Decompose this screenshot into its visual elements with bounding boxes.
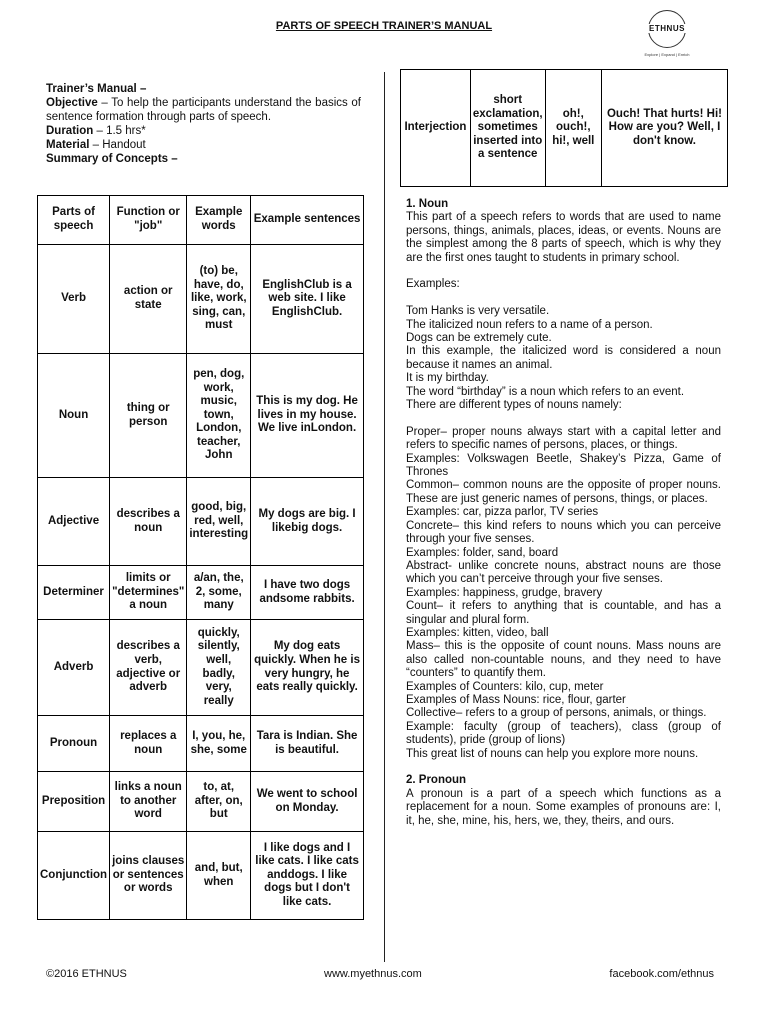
noun-type-line: Examples: car, pizza parlor, TV series	[406, 506, 599, 519]
row-part: Noun	[38, 354, 110, 478]
header-part: Parts of speech	[38, 196, 110, 245]
logo-word: ETHNUS	[646, 24, 688, 33]
row-part: Conjunction	[38, 832, 110, 920]
row-function: action or state	[110, 245, 187, 354]
row-words: good, big, red, well, interesting	[187, 478, 251, 566]
header-words: Example words	[187, 196, 251, 245]
table-row	[401, 70, 728, 187]
row-words: pen, dog, work, music, town, London, teacher, John	[187, 354, 251, 478]
row-function: replaces a noun	[110, 716, 187, 772]
row-function: describes a noun	[110, 478, 187, 566]
footer-facebook: facebook.com/ethnus	[609, 968, 714, 980]
noun-type-line: Collective– refers to a group of persons, animals, or things.	[406, 707, 707, 720]
footer-copyright: ©2016 ETHNUS	[46, 968, 127, 980]
row-words: and, but, when	[187, 832, 251, 920]
row-sentences: This is my dog. He lives in my house. We live inLondon.	[251, 354, 364, 478]
table-row	[38, 245, 364, 354]
ethnus-logo	[638, 10, 696, 62]
header-function: Function or "job"	[110, 196, 187, 245]
noun-type-line: Mass– this is the opposite of count nouns. Mass nouns are also called non-countable nouns, and they need to have “counters” to quantify them.	[406, 640, 721, 680]
logo-circle-icon	[648, 10, 686, 48]
duration-label: Duration	[46, 125, 94, 137]
table-row	[38, 832, 364, 920]
row-sentences: I like dogs and I like cats. I like cats anddogs. I like dogs but I don't like cats.	[251, 832, 364, 920]
header-sentences: Example sentences	[251, 196, 364, 245]
row-function: describes a verb, adjective or adverb	[110, 620, 187, 716]
page-title: PARTS OF SPEECH TRAINER’S MANUAL	[275, 20, 493, 32]
material-text: – Handout	[89, 139, 146, 151]
material-line	[46, 138, 361, 152]
row-function: limits or "determines" a noun	[110, 566, 187, 620]
parts-of-speech-table	[37, 195, 364, 920]
noun-type-line: Common– common nouns are the opposite of proper nouns. These are just generic names of persons, things, or places.	[406, 479, 721, 505]
noun-type-line: Concrete– this kind refers to nouns which you can perceive through your five senses.	[406, 519, 721, 546]
row-sentences: My dogs are big. I likebig dogs.	[251, 478, 364, 566]
row-words: (to) be, have, do, like, work, sing, can, must	[187, 245, 251, 354]
row-words: oh!, ouch!, hi!, well	[545, 70, 601, 187]
row-sentences: EnglishClub is a web site. I like EnglishClub.	[251, 245, 364, 354]
row-sentences: Tara is Indian. She is beautiful.	[251, 716, 364, 772]
row-part: Determiner	[38, 566, 110, 620]
duration-text: – 1.5 hrs*	[93, 125, 146, 137]
noun-type-line: Examples: folder, sand, board	[406, 546, 559, 559]
row-function: short exclamation, sometimes inserted into a sentence	[470, 70, 545, 187]
example-line: In this example, the italicized word is considered a noun because it names an animal.	[406, 345, 721, 371]
noun-type-line: Examples: Volkswagen Beetle, Shakey’s Pizza, Game of Thrones	[406, 452, 721, 479]
row-sentences: Ouch! That hurts! Hi! How are you? Well, I don't know.	[601, 70, 727, 187]
table-row	[38, 566, 364, 620]
examples-label: Examples:	[406, 278, 460, 291]
row-words: to, at, after, on, but	[187, 772, 251, 832]
row-part: Adverb	[38, 620, 110, 716]
row-part: Verb	[38, 245, 110, 354]
intro-block	[46, 82, 361, 166]
table-row	[38, 716, 364, 772]
row-words: a/an, the, 2, some, many	[187, 566, 251, 620]
summary-heading: Summary of Concepts –	[46, 153, 178, 165]
objective-line	[46, 96, 361, 124]
row-function: links a noun to another word	[110, 772, 187, 832]
row-words: I, you, he, she, some	[187, 716, 251, 772]
noun-type-line: This great list of nouns can help you explore more nouns.	[406, 747, 699, 760]
noun-type-line: Count– it refers to anything that is countable, and has a singular and plural form.	[406, 600, 721, 626]
table-row	[38, 772, 364, 832]
example-line: It is my birthday.	[406, 372, 489, 385]
row-function: thing or person	[110, 354, 187, 478]
row-words: quickly, silently, well, badly, very, really	[187, 620, 251, 716]
table-header-row	[38, 196, 364, 245]
noun-type-line: Examples: kitten, video, ball	[406, 626, 549, 639]
noun-type-line: Abstract- unlike concrete nouns, abstract nouns are those which you can’t perceive through your five senses.	[406, 559, 721, 586]
row-function: joins clauses or sentences or words	[110, 832, 187, 920]
example-line: The word “birthday” is a noun which refers to an event.	[406, 385, 685, 398]
row-part: Adjective	[38, 478, 110, 566]
material-label: Material	[46, 139, 90, 151]
noun-type-line: Proper– proper nouns always start with a capital letter and refers to specific names of persons, places, or things.	[406, 425, 721, 452]
row-sentences: My dog eats quickly. When he is very hungry, he eats really quickly.	[251, 620, 364, 716]
objective-label: Objective	[46, 97, 98, 109]
intro-heading: Trainer’s Manual –	[46, 83, 147, 95]
example-line: The italicized noun refers to a name of a person.	[406, 318, 653, 331]
objective-text: – To help the participants understand the basics of sentence formation through parts of speech.	[46, 97, 361, 123]
pronoun-section-title: 2. Pronoun	[406, 774, 467, 787]
logo-tagline: Explore | Expand | Enrich	[644, 52, 690, 57]
example-line: Dogs can be extremely cute.	[406, 332, 552, 345]
column-divider	[384, 72, 385, 962]
example-line: Tom Hanks is very versatile.	[406, 305, 550, 318]
noun-type-line: Examples of Counters: kilo, cup, meter	[406, 680, 604, 693]
table-row	[38, 620, 364, 716]
row-part: Interjection	[401, 70, 471, 187]
interjection-table	[400, 69, 728, 187]
row-part: Preposition	[38, 772, 110, 832]
noun-section-title: 1. Noun	[406, 198, 449, 210]
row-part: Pronoun	[38, 716, 110, 772]
example-line: There are different types of nouns namely:	[406, 399, 622, 412]
noun-type-line: Example: faculty (group of teachers), class (group of students), pride (group of lions)	[406, 720, 721, 747]
right-column-text	[406, 198, 721, 828]
noun-intro: This part of a speech refers to words that are used to name persons, things, animals, places, ideas, or events. Nouns are the simplest among the 8 parts of speech, which is why they are the first ones taught to students in primary school.	[406, 211, 721, 264]
noun-type-line: Examples of Mass Nouns: rice, flour, garter	[406, 693, 626, 706]
pronoun-text: A pronoun is a part of a speech which functions as a replacement for a noun. Some examples of pronouns are: I, it, he, she, mine, his, hers, we, they, theirs, and ours.	[406, 787, 721, 827]
table-row	[38, 354, 364, 478]
row-sentences: I have two dogs andsome rabbits.	[251, 566, 364, 620]
table-row	[38, 478, 364, 566]
duration-line	[46, 124, 361, 138]
noun-type-line: Examples: happiness, grudge, bravery	[406, 586, 603, 599]
footer-website: www.myethnus.com	[324, 968, 422, 980]
row-sentences: We went to school on Monday.	[251, 772, 364, 832]
